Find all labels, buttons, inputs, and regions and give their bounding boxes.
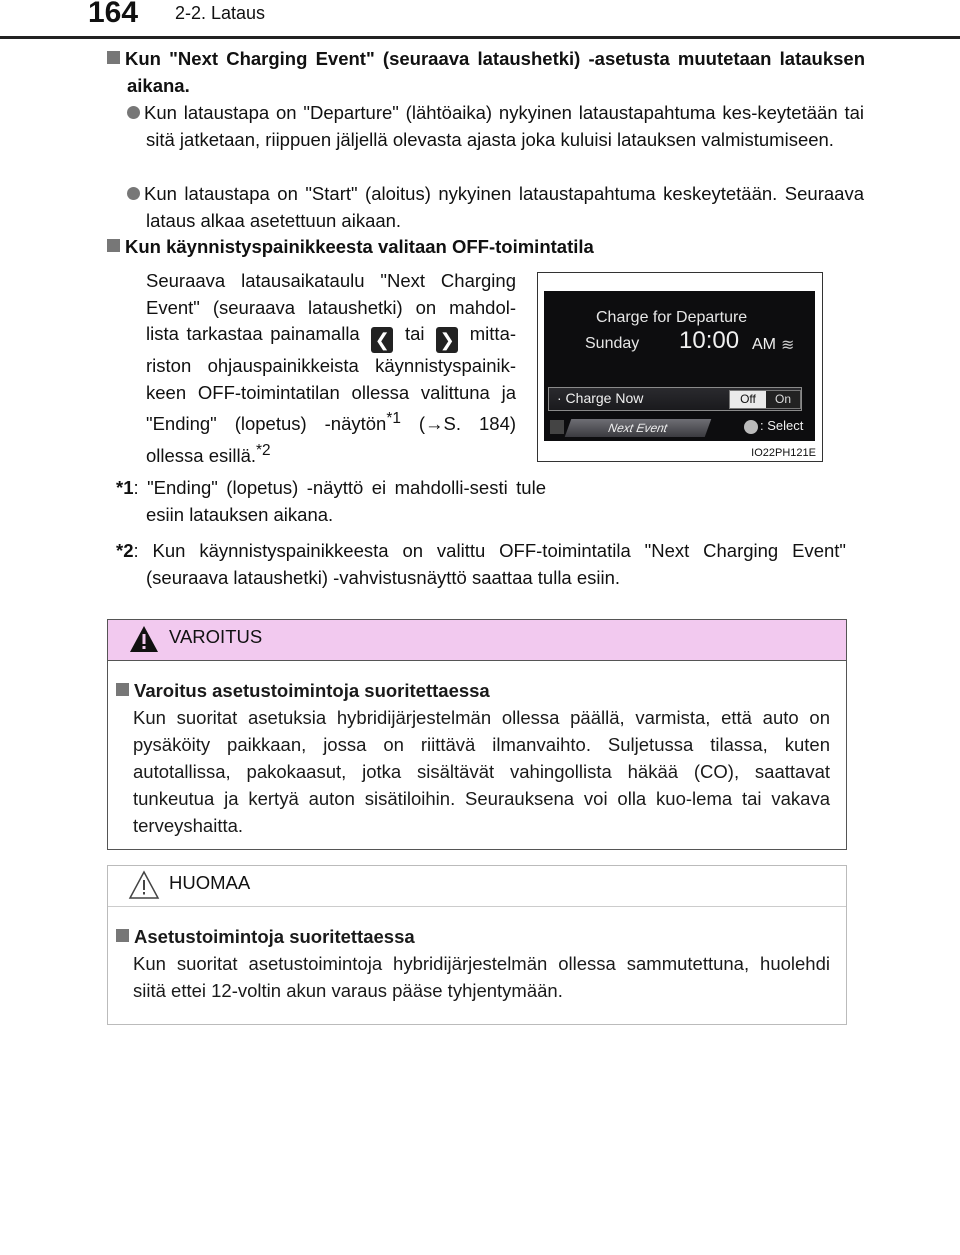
footnote-ref-1: *1 (386, 410, 401, 427)
screen-time: 10:00 (679, 327, 740, 354)
square-bullet-icon (107, 239, 120, 252)
footnote-ref-2: *2 (256, 441, 271, 459)
charge-now-toggle (729, 390, 801, 409)
notice-title: HUOMAA (169, 872, 251, 893)
notice-header (108, 866, 846, 907)
fan-icon: ≋ (781, 337, 795, 354)
warning-title: VAROITUS (169, 626, 263, 647)
warning-header (108, 620, 846, 661)
chevron-right-icon: ❯ (436, 327, 458, 353)
select-knob-icon (744, 420, 758, 434)
screen-ampm: AM (752, 336, 776, 353)
notice-subheading: Asetustoimintoja suoritettaessa (116, 923, 415, 950)
warning-text: Kun suoritat asetuksia hybridijärjestelmän ollessa päällä, varmista, että auto on pysäköity paikkaan, jossa on riittävä ilmanvaihto. Suljetussa tilassa, kuten autotallissa, pakokaasut, jotka sisältävät vahingollista häkää (CO), saattavat tunkeutua ja kertyä auton sisätiloihin. Seurauksena voi olla kuo-lema tai vakava terveyshaitta. (133, 707, 830, 836)
screen-title: Charge for Departure (596, 309, 748, 326)
screen-day: Sunday (585, 335, 640, 352)
page-number: 164 (88, 0, 139, 29)
notice-box (107, 865, 847, 1025)
figure-code: IO22PH121E (751, 447, 816, 459)
warning-triangle-icon (128, 624, 160, 654)
bullet-departure: Kun lataustapa on "Departure" (lähtöaika) nykyinen lataustapahtuma kes-keytetään tai sitä jatketaan, riippuen jäljellä olevasta ajasta joka kuluisi latauksen valmistumiseen. (127, 99, 864, 153)
chapter-title: 2-2. Lataus (175, 3, 266, 23)
round-bullet-icon (127, 106, 140, 119)
chevron-left-icon: ❮ (371, 327, 393, 353)
notice-text: Kun suoritat asetustoimintoja hybridijärjestelmän ollessa sammutettuna, huolehdi siitä ettei 12-voltin akun varaus pääse tyhjentymään. (133, 953, 830, 1001)
section-heading-next-charging: Kun "Next Charging Event" (seuraava lataushetki) -asetusta muutetaan latauksen aikana. (107, 45, 865, 99)
warning-subheading: Varoitus asetustoimintoja suoritettaessa (116, 677, 490, 704)
round-bullet-icon (127, 187, 140, 200)
next-event-button: Next Event (565, 419, 712, 437)
section-heading-off-mode: Kun käynnistyspainikkeesta valitaan OFF-toimintatila (107, 233, 845, 260)
off-mode-paragraph: Seuraava latausaikataulu "Next Charging Event" (seuraava lataushetki) on mahdol-lista tarkastaa painamalla ❮ tai ❯ mitta-riston ohjauspainikkeista käynnistyspainik-keen OFF-toimintatilan ollessa valittuna ja "Ending" (lopetus) -näytön$^{*1}$ (→S. 184) ollessa esillä.$^{*2}$ (146, 270, 517, 466)
page-header (0, 0, 960, 40)
display-screen (544, 291, 815, 441)
square-bullet-icon (116, 929, 129, 942)
screen-square-icon (550, 420, 564, 434)
toggle-on: On (774, 392, 791, 406)
footnote-1: *1: "Ending" (lopetus) -näyttö ei mahdolli-sesti tule esiin latauksen aikana. (116, 477, 546, 525)
header-divider (0, 36, 960, 39)
charge-screen-figure (537, 272, 823, 462)
square-bullet-icon (107, 51, 120, 64)
square-bullet-icon (116, 683, 129, 696)
select-label: : Select (760, 418, 804, 433)
charge-now-row (548, 387, 802, 411)
caution-triangle-icon (128, 870, 160, 900)
charge-now-label: · Charge Now (557, 390, 644, 406)
toggle-off: Off (730, 391, 766, 408)
bullet-start: Kun lataustapa on "Start" (aloitus) nykyinen lataustapahtuma keskeytetään. Seuraava lataus alkaa asetettuun aikaan. (127, 180, 864, 234)
footnote-2: *2: Kun käynnistyspainikkeesta on valittu OFF-toimintatila "Next Charging Event" (seuraava lataushetki) -vahvistusnäyttö saattaa tulla esiin. (116, 540, 846, 588)
warning-box (107, 619, 847, 850)
